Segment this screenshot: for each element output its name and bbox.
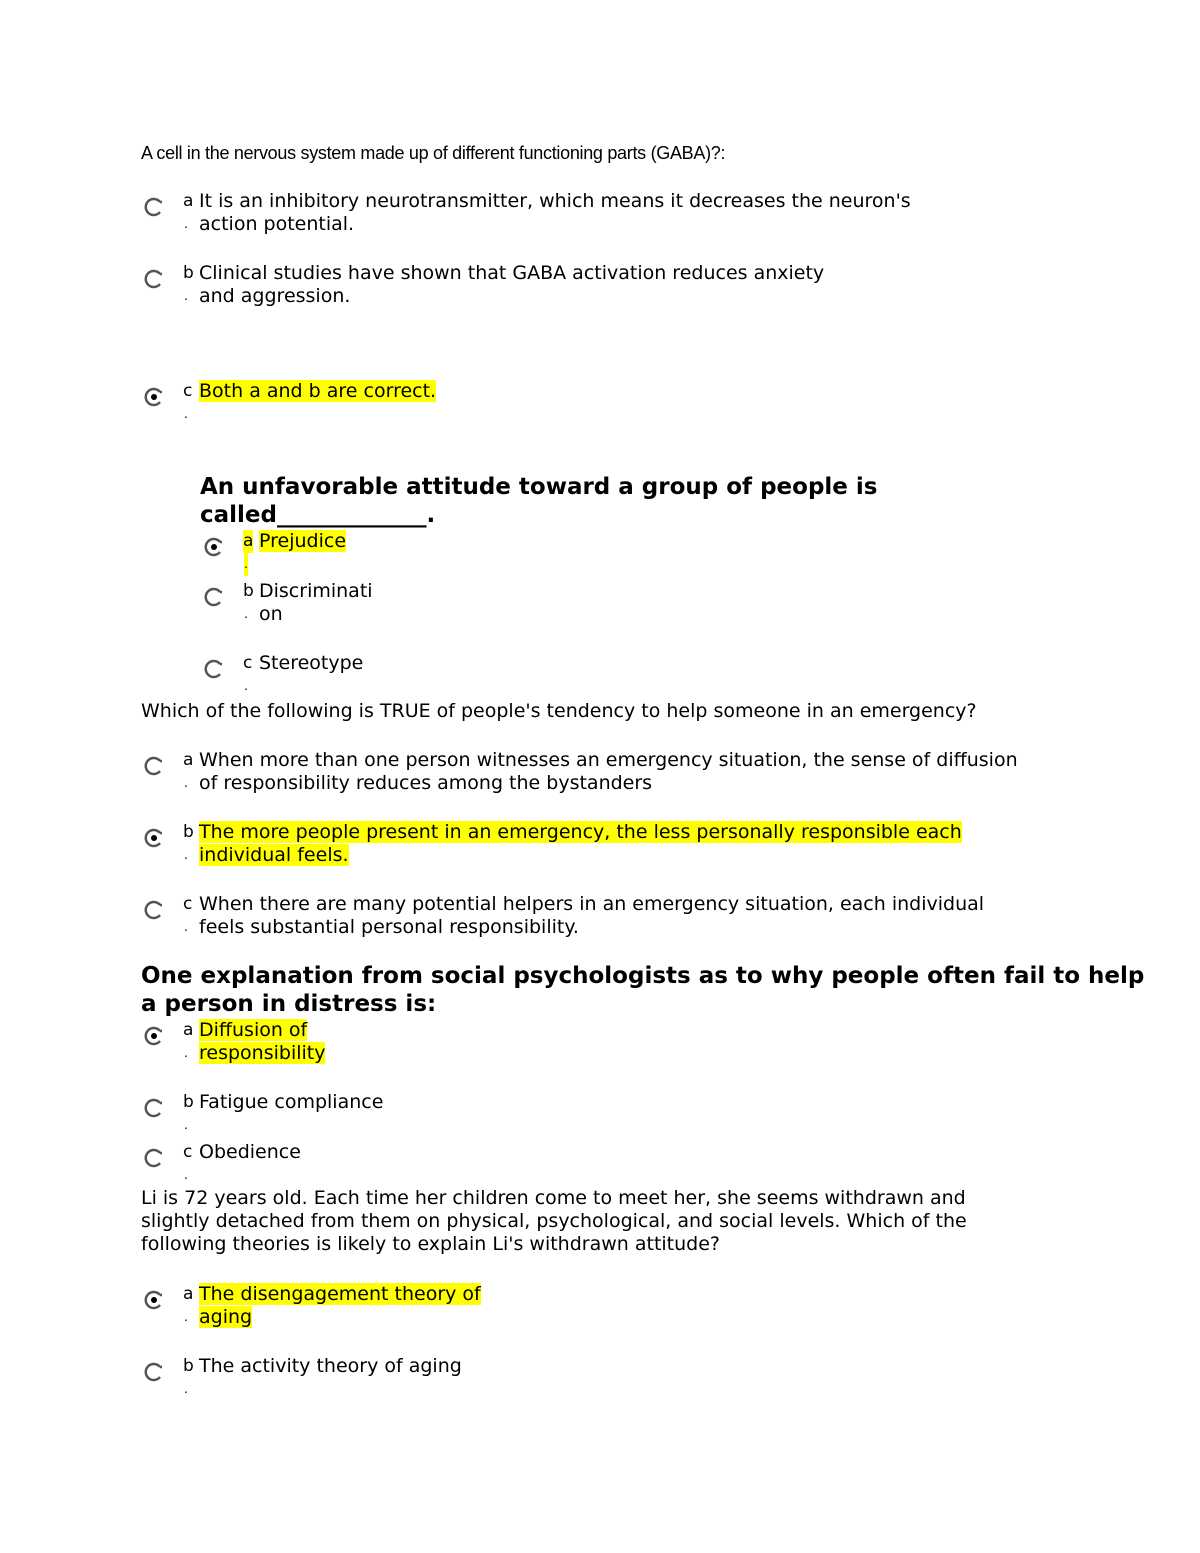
option-marker: . xyxy=(244,553,248,576)
option-letter: a xyxy=(243,531,254,551)
option-marker: . xyxy=(184,1168,188,1182)
option-letter: b xyxy=(183,263,194,283)
radio-checked-icon[interactable] xyxy=(143,1025,165,1047)
option-letter: b xyxy=(183,1092,194,1112)
radio-checked-icon[interactable] xyxy=(203,536,225,558)
option-text: When there are many potential helpers in an emergency situation, each individual feels substantial personal responsibility. xyxy=(199,893,985,938)
option-text: The more people present in an emergency, the less personally responsible each individual feels. xyxy=(199,821,962,866)
option-letter: c xyxy=(243,653,253,673)
option-text: Prejudice xyxy=(259,530,347,552)
option-text: Clinical studies have shown that GABA activation reduces anxiety and aggression. xyxy=(199,262,825,307)
option-marker: . xyxy=(184,1382,188,1396)
question-3-text: Which of the following is TRUE of people's tendency to help someone in an emergency? xyxy=(141,700,977,722)
option-marker: . xyxy=(184,289,188,303)
option-letter: c xyxy=(183,1142,193,1162)
option-letter: a xyxy=(183,750,194,770)
option-text: Discriminati on xyxy=(259,580,373,625)
option-marker: . xyxy=(184,1118,188,1132)
option-text: Diffusion of responsibility xyxy=(199,1019,326,1064)
option-marker: . xyxy=(184,217,188,231)
option-text: The disengagement theory of aging xyxy=(199,1283,481,1328)
option-marker: . xyxy=(184,920,188,934)
option-text: Obedience xyxy=(199,1141,301,1163)
option-text: The activity theory of aging xyxy=(199,1355,462,1377)
radio-unchecked-icon[interactable] xyxy=(143,755,165,777)
option-text: Stereotype xyxy=(259,652,364,674)
option-letter: a xyxy=(183,1284,194,1304)
option-letter: c xyxy=(183,894,193,914)
radio-unchecked-icon[interactable] xyxy=(143,1361,165,1383)
option-text: Both a and b are correct. xyxy=(199,380,437,402)
radio-unchecked-icon[interactable] xyxy=(143,1097,165,1119)
question-5-text: Li is 72 years old. Each time her children come to meet her, she seems withdrawn and slightly detached from them on physical, psychological, and social levels. Which of the following theories is likely to explain Li's withdrawn attitude? xyxy=(141,1187,967,1255)
option-marker: . xyxy=(244,679,248,693)
question-4-text: One explanation from social psychologists as to why people often fail to help a person in distress is: xyxy=(141,963,1145,1017)
radio-checked-icon[interactable] xyxy=(143,827,165,849)
option-marker: . xyxy=(184,407,188,421)
option-letter: b xyxy=(243,581,254,601)
radio-unchecked-icon[interactable] xyxy=(203,586,225,608)
radio-checked-icon[interactable] xyxy=(143,1289,165,1311)
option-marker: . xyxy=(184,776,188,790)
question-1-text: A cell in the nervous system made up of different functioning parts (GABA)?: xyxy=(141,143,726,163)
option-letter: a xyxy=(183,1020,194,1040)
radio-checked-icon[interactable] xyxy=(143,386,165,408)
radio-unchecked-icon[interactable] xyxy=(143,196,165,218)
radio-unchecked-icon[interactable] xyxy=(143,1147,165,1169)
option-text: When more than one person witnesses an emergency situation, the sense of diffusion of responsibility reduces among the bystanders xyxy=(199,749,1018,794)
option-text: Fatigue compliance xyxy=(199,1091,384,1113)
question-2-text: An unfavorable attitude toward a group of people is called_____________. xyxy=(200,474,878,528)
option-marker: . xyxy=(244,607,248,621)
option-letter: c xyxy=(183,381,193,401)
option-letter: b xyxy=(183,1356,194,1376)
option-text: It is an inhibitory neurotransmitter, which means it decreases the neuron's action potential. xyxy=(199,190,911,235)
option-letter: a xyxy=(183,191,194,211)
radio-unchecked-icon[interactable] xyxy=(143,899,165,921)
option-marker: . xyxy=(184,848,188,862)
option-letter: b xyxy=(183,822,194,842)
option-marker: . xyxy=(184,1310,188,1324)
radio-unchecked-icon[interactable] xyxy=(143,268,165,290)
radio-unchecked-icon[interactable] xyxy=(203,658,225,680)
option-marker: . xyxy=(184,1046,188,1060)
